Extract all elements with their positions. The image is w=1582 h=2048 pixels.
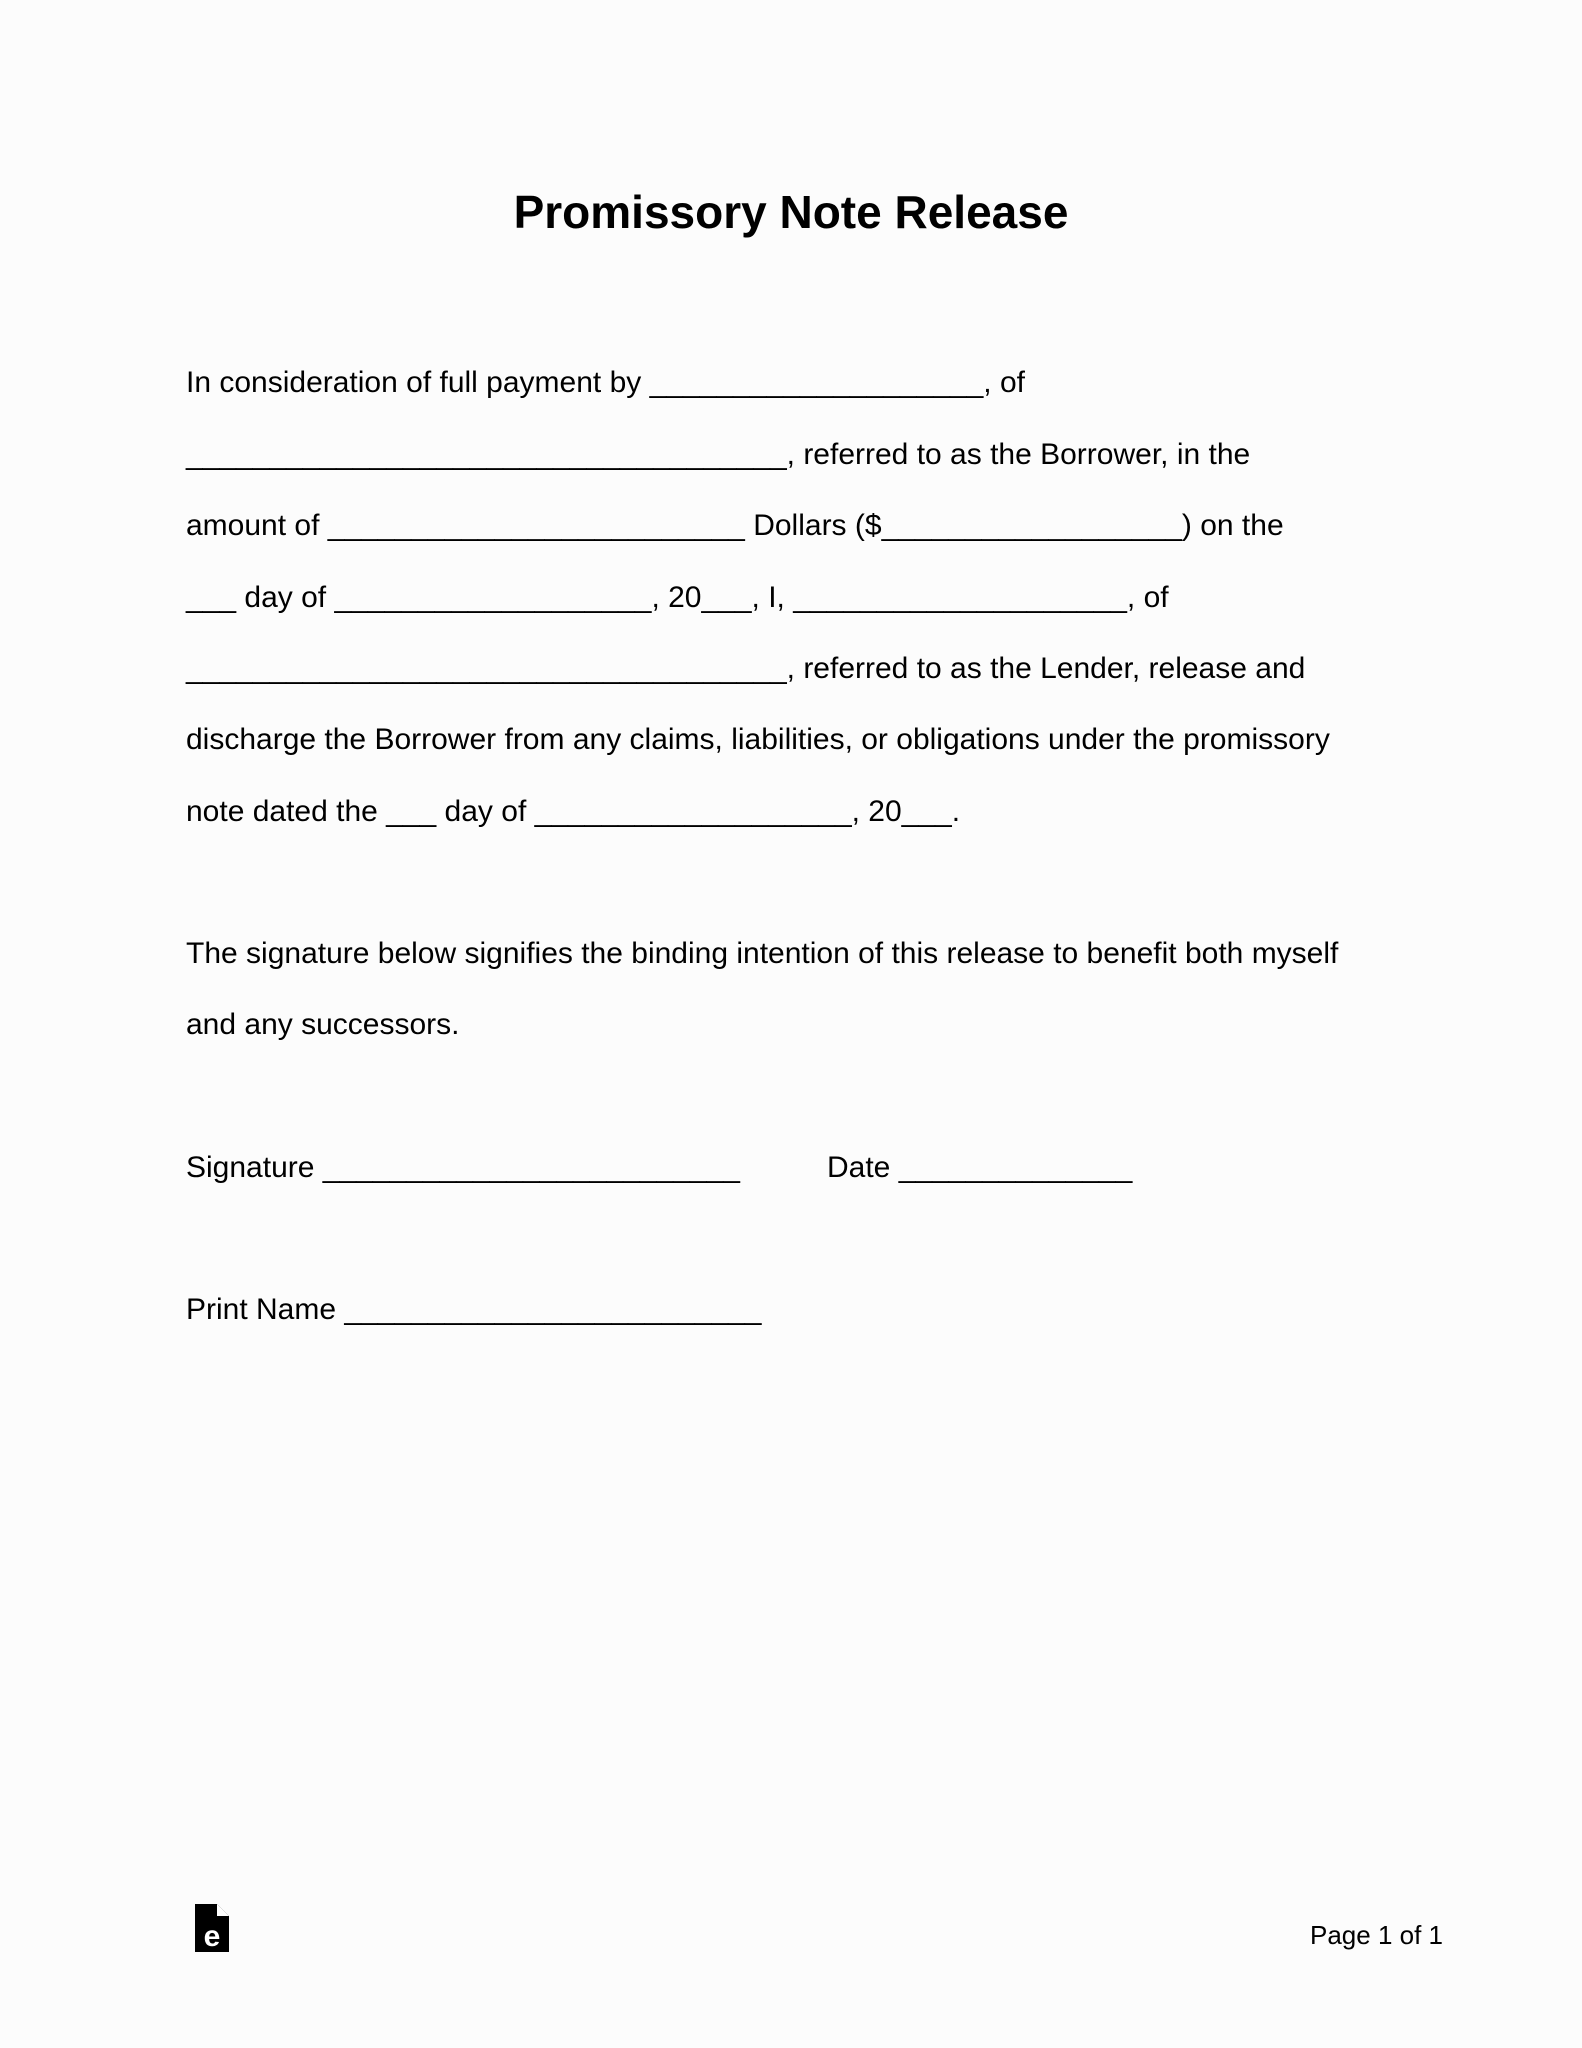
document-title: Promissory Note Release	[513, 186, 1069, 238]
eforms-logo-icon	[193, 1902, 231, 1954]
body-line-5: ____________________________________, referred to as the Lender, release and	[186, 652, 1306, 685]
body-line-1: In consideration of full payment by ____________________, of	[186, 366, 1025, 399]
body-line-4: ___ day of ___________________, 20___, I, ____________________, of	[186, 581, 1169, 614]
body-line-7: note dated the ___ day of ___________________, 20___.	[186, 795, 961, 828]
body-line-3: amount of _________________________ Dollars ($__________________) on the	[186, 509, 1284, 542]
body-line-2: ____________________________________, referred to as the Borrower, in the	[186, 438, 1251, 471]
page-indicator: Page 1 of 1	[1310, 1920, 1443, 1950]
intent-line-1: The signature below signifies the binding intention of this release to benefit both myself	[186, 937, 1339, 970]
body-line-6: discharge the Borrower from any claims, liabilities, or obligations under the promissory	[186, 723, 1330, 756]
intent-line-2: and any successors.	[186, 1008, 460, 1041]
print-name-field: Print Name _________________________	[186, 1293, 762, 1326]
signature-field: Signature _________________________	[186, 1151, 740, 1184]
date-field: Date ______________	[827, 1151, 1133, 1184]
svg-text:e: e	[203, 1920, 221, 1953]
